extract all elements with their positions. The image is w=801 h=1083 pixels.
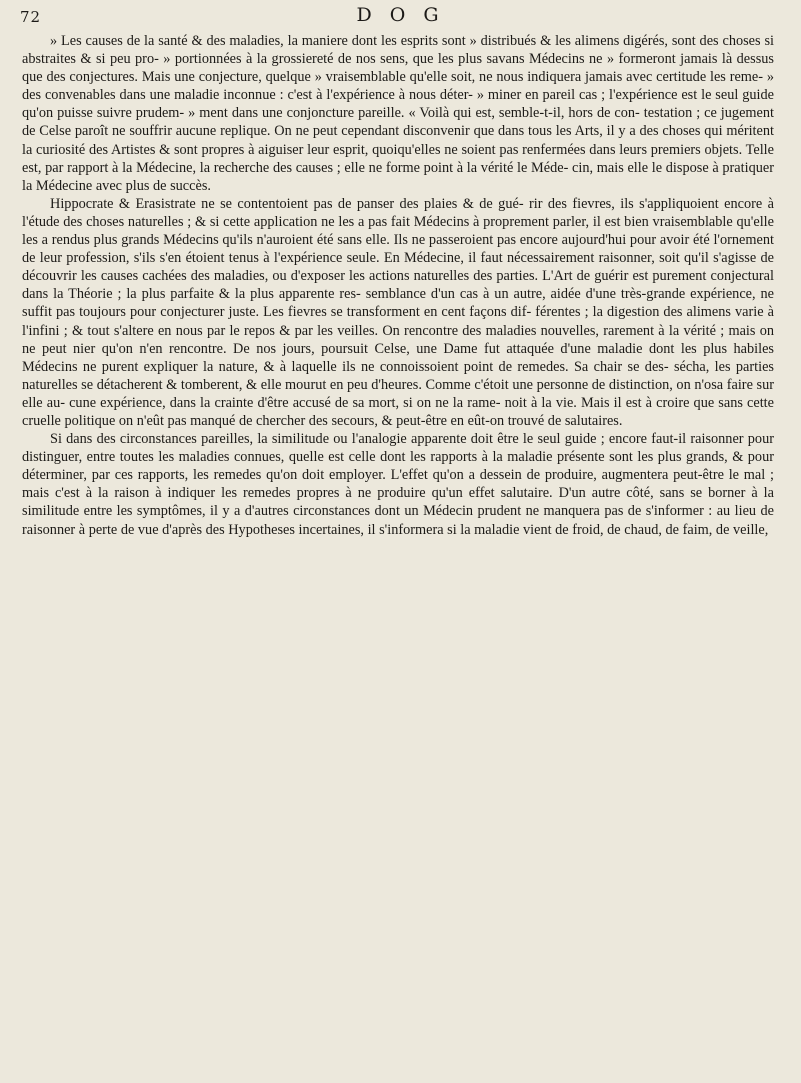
paragraph: » Les causes de la santé & des maladies, la maniere dont les esprits sont » distribués & les alimens digérés, sont des choses si abstraites & si peu pro- » portionnées à la grossiereté de nos sens, que les plus savans Médecins ne » formeront jamais là dessus que des conjectures. Mais une conjecture, quelque » vraisemblable qu'elle soit, ne nous indiquera jamais avec certitude les reme- » des convenables dans une maladie inconnue : c'est à l'expérience à nous déter- » miner en pareil cas ; l'expérience est le seul guide qu'on puisse suivre prudem- » ment dans une conjoncture pareille. « Voilà qui est, semble-t-il, hors de con- testation ; ce jugement de Celse paroît ne souffrir aucune replique. On ne peut cependant disconvenir que dans tous les Arts, il y a des choses qui méritent la curiosité des Artistes & sont propres à aiguiser leur esprit, quoiqu'elles ne soient pas renfermées dans leurs premiers objets. Telle est, par rapport à la Médecine, la recherche des causes ; elle ne forme point à la vérité le Méde- cin, mais elle le dispose à pratiquer la Médecine avec plus de succès. bbox=[22, 33, 774, 194]
paragraph: Hippocrate & Erasistrate ne se contentoient pas de panser des plaies & de gué- rir des fievres, ils s'appliquoient encore à l'étude des choses naturelles ; & si cette application ne les a pas fait Médecins à proprement parler, il est bien vraisemblable qu'elle les a rendus plus grands Médecins qu'ils n'auroient été sans elle. Ils ne passeroient pas encore aujourd'hui pour avoir été l'ornement de leur profession, s'ils s'en étoient tenus à l'expérience seule. En Médecine, il faut nécessairement raisonner, soit qu'il s'agisse de découvrir les causes cachées des maladies, ou d'exposer les actions naturelles des parties. L'Art de guérir est purement conjectural dans la Théorie ; la plus parfaite & la plus apparente res- semblance d'un cas à un autre, aidée d'une très-grande expérience, ne suffit pas toujours pour conjecturer juste. Les fievres se transforment en cent façons dif- férentes ; la digestion des alimens varie à l'infini ; & tout s'altere en nous par le repos & par les veilles. On rencontre des maladies nouvelles, rarement à la vérité ; mais on ne peut nier qu'on n'en rencontre. De nos jours, poursuit Celse, une Dame fut attaquée d'une maladie dont les plus habiles Médecins ne purent expliquer la nature, & à laquelle ils ne connoissoient point de remedes. Sa chair se des- sécha, les parties naturelles se détacherent & tomberent, & elle mourut en peu d'heures. Comme c'étoit une personne de distinction, on n'osa faire sur elle au- cune expérience, dans la crainte d'être accusé de sa mort, si on ne la rame- noit à la vie. Mais il est à croire que sans cette cruelle politique on n'eût pas manqué de chercher des secours, & peut-être en eût-on trouvé de salutaires. bbox=[22, 195, 774, 429]
page-header bbox=[0, 0, 801, 30]
paragraph: Si dans des circonstances pareilles, la similitude ou l'analogie apparente doit être le seul guide ; encore faut-il raisonner pour distinguer, entre toutes les maladies connues, quelle est celle dont les rapports à la maladie présente sont les plus grands, & pour déterminer, par ces rapports, les remedes qu'on doit employer. L'effet qu'on a dessein de produire, augmentera peut-être le mal ; mais c'est à la raison à indiquer les remedes propres à ne produire qu'un effet salutaire. D'un autre côté, sans se borner à la similitude entre les symptômes, il y a d'autres circonstances dont un Médecin prudent ne manquera pas de s'informer : au lieu de raisonner à perte de vue d'après des Hypotheses incertaines, il s'informera si la maladie vient de froid, de chaud, de faim, de veille, bbox=[22, 431, 774, 538]
running-head: D O G bbox=[356, 4, 445, 26]
page-number: 72 bbox=[20, 8, 42, 26]
body-text bbox=[22, 32, 774, 539]
